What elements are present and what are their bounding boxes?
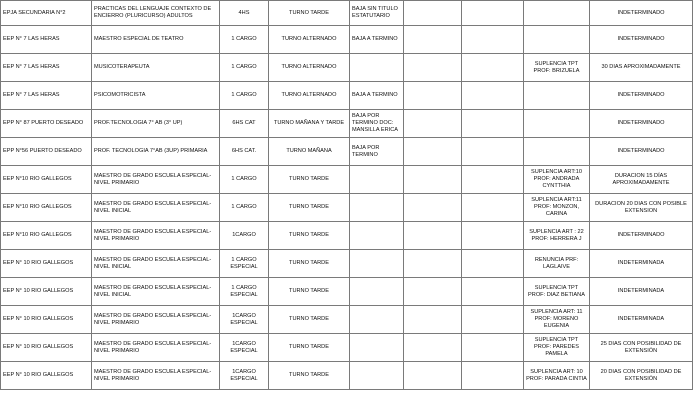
cell-escuela: EPJA SECUNDARIA N°2 — [1, 1, 92, 26]
cell-escuela: EEP N° 10 RIO GALLEGOS — [1, 334, 92, 362]
cell-suplencia: SUPLENCIA ART:11 PROF: MONZON, CARINA — [524, 194, 590, 222]
cell-turno: TURNO ALTERNADO — [269, 54, 350, 82]
cell-cargo: MAESTRO ESPECIAL DE TEATRO — [92, 26, 220, 54]
cell-horas: 4HS — [220, 1, 269, 26]
cell-horas: 1 CARGO ESPECIAL — [220, 250, 269, 278]
cell-empty-1 — [404, 1, 462, 26]
cell-empty-1 — [404, 306, 462, 334]
cell-motivo — [350, 334, 404, 362]
cell-cargo: MAESTRO DE GRADO ESCUELA ESPECIAL- NIVEL PRIMARIO — [92, 334, 220, 362]
table-row — [1, 26, 693, 54]
table-row — [1, 110, 693, 138]
cell-duracion: DURACION 15 DÍAS APROXIMADAMENTE — [590, 166, 693, 194]
cell-turno: TURNO ALTERNADO — [269, 26, 350, 54]
cell-motivo: BAJA POR TERMINO — [350, 138, 404, 166]
cell-motivo — [350, 222, 404, 250]
table-row — [1, 1, 693, 26]
cell-duracion: INDETERMINADO — [590, 1, 693, 26]
cell-turno: TURNO TARDE — [269, 1, 350, 26]
cell-horas: 1 CARGO — [220, 54, 269, 82]
cell-empty-1 — [404, 194, 462, 222]
cell-empty-2 — [462, 334, 524, 362]
table-row — [1, 222, 693, 250]
cell-turno: TURNO MAÑANA — [269, 138, 350, 166]
cell-duracion: INDETERMINADO — [590, 82, 693, 110]
cell-horas: 1 CARGO — [220, 26, 269, 54]
cell-motivo: BAJA A TERMINO — [350, 26, 404, 54]
cell-duracion: INDETERMINADO — [590, 26, 693, 54]
cell-empty-2 — [462, 250, 524, 278]
cell-horas: 1CARGO ESPECIAL — [220, 306, 269, 334]
cell-empty-2 — [462, 306, 524, 334]
cell-horas: 6HS CAT. — [220, 138, 269, 166]
cell-escuela: EEP N°10 RIO GALLEGOS — [1, 166, 92, 194]
cell-motivo — [350, 278, 404, 306]
cell-empty-2 — [462, 26, 524, 54]
cell-horas: 1 CARGO — [220, 166, 269, 194]
cell-suplencia — [524, 26, 590, 54]
cell-escuela: EEP N° 10 RIO GALLEGOS — [1, 306, 92, 334]
cell-escuela: EEP N° 7 LAS HERAS — [1, 26, 92, 54]
cell-suplencia: SUPLENCIA ART:10 PROF: ANDRADA CYNTTHIA — [524, 166, 590, 194]
cell-escuela: EEP N°10 RIO GALLEGOS — [1, 222, 92, 250]
cell-motivo: BAJA POR TERMINO DOC: MANSILLA ERICA — [350, 110, 404, 138]
cell-escuela: EPP N° 87 PUERTO DESEADO — [1, 110, 92, 138]
cell-escuela: EPP N°56 PUERTO DESEADO — [1, 138, 92, 166]
table-row — [1, 166, 693, 194]
cell-empty-2 — [462, 362, 524, 390]
cell-duracion: 30 DIAS APROXIMADAMENTE — [590, 54, 693, 82]
table-row — [1, 54, 693, 82]
cell-escuela: EEP N° 7 LAS HERAS — [1, 82, 92, 110]
cell-empty-1 — [404, 278, 462, 306]
cell-duracion: INDETERMINADA — [590, 306, 693, 334]
cell-turno: TURNO TARDE — [269, 222, 350, 250]
cell-empty-1 — [404, 26, 462, 54]
table-row — [1, 306, 693, 334]
cell-empty-1 — [404, 222, 462, 250]
cell-cargo: MAESTRO DE GRADO ESCUELA ESPECIAL- NIVEL PRIMARIO — [92, 306, 220, 334]
cell-duracion: INDETERMINADA — [590, 250, 693, 278]
cell-cargo: PRACTICAS DEL LENGUAJE CONTEXTO DE ENCIERRO (PLURICURSO) ADULTOS — [92, 1, 220, 26]
table-row — [1, 82, 693, 110]
cell-turno: TURNO TARDE — [269, 306, 350, 334]
table-row — [1, 362, 693, 390]
cell-suplencia: SUPLENCIA ART : 22 PROF: HERRERA J — [524, 222, 590, 250]
cell-horas: 1CARGO ESPECIAL — [220, 334, 269, 362]
cell-motivo — [350, 194, 404, 222]
cell-cargo: PROF.TECNOLOGIA 7° AB (3° UP) — [92, 110, 220, 138]
cell-horas: 1 CARGO ESPECIAL — [220, 278, 269, 306]
cell-motivo — [350, 250, 404, 278]
cell-duracion: INDETERMINADO — [590, 110, 693, 138]
cell-turno: TURNO TARDE — [269, 250, 350, 278]
cell-cargo: MAESTRO DE GRADO ESCUELA ESPECIAL- NIVEL INICIAL — [92, 250, 220, 278]
cell-empty-1 — [404, 250, 462, 278]
cell-suplencia — [524, 1, 590, 26]
cell-horas: 1 CARGO — [220, 82, 269, 110]
cell-escuela: EEP N° 10 RIO GALLEGOS — [1, 362, 92, 390]
cell-duracion: DURACION 20 DIAS CON POSIBLE EXTENSION — [590, 194, 693, 222]
cell-turno: TURNO TARDE — [269, 334, 350, 362]
cell-suplencia: SUPLENCIA TPT PROF: BRIZUELA — [524, 54, 590, 82]
table-body — [1, 1, 693, 390]
cell-cargo: MAESTRO DE GRADO ESCUELA ESPECIAL- NIVEL PRIMARIO — [92, 362, 220, 390]
cell-empty-1 — [404, 82, 462, 110]
cell-duracion: 20 DIAS CON POSIBILIDAD DE EXTENSIÓN — [590, 362, 693, 390]
cell-empty-2 — [462, 1, 524, 26]
cell-motivo — [350, 166, 404, 194]
cell-turno: TURNO MAÑANA Y TARDE — [269, 110, 350, 138]
cell-duracion: INDETERMINADA — [590, 278, 693, 306]
cell-motivo — [350, 306, 404, 334]
cell-escuela: EEP N° 10 RIO GALLEGOS — [1, 278, 92, 306]
cell-empty-1 — [404, 166, 462, 194]
cell-suplencia — [524, 138, 590, 166]
cell-cargo: PROF. TECNOLOGIA 7°AB (3UP) PRIMARIA — [92, 138, 220, 166]
cell-suplencia: SUPLENCIA ART: 10 PROF: PARADA CINTIA — [524, 362, 590, 390]
table-row — [1, 138, 693, 166]
cell-suplencia: SUPLENCIA ART: 11 PROF: MORENO EUGENIA — [524, 306, 590, 334]
cell-empty-1 — [404, 334, 462, 362]
cell-motivo — [350, 362, 404, 390]
cell-duracion: 25 DIAS CON POSIBILIDAD DE EXTENSIÓN — [590, 334, 693, 362]
cell-suplencia: SUPLENCIA TPT PROF: DIAZ BETIANA — [524, 278, 590, 306]
cell-escuela: EEP N°10 RIO GALLEGOS — [1, 194, 92, 222]
cell-suplencia — [524, 110, 590, 138]
cell-empty-2 — [462, 194, 524, 222]
cell-cargo: PSICOMOTRICISTA — [92, 82, 220, 110]
cell-turno: TURNO TARDE — [269, 166, 350, 194]
cell-duracion: INDETERMINADO — [590, 222, 693, 250]
table-row — [1, 278, 693, 306]
cell-empty-1 — [404, 138, 462, 166]
cell-turno: TURNO TARDE — [269, 362, 350, 390]
cell-escuela: EEP N° 10 RIO GALLEGOS — [1, 250, 92, 278]
table-row — [1, 334, 693, 362]
cell-empty-2 — [462, 138, 524, 166]
cell-cargo: MAESTRO DE GRADO ESCUELA ESPECIAL- NIVEL PRIMARIO — [92, 222, 220, 250]
cell-escuela: EEP N° 7 LAS HERAS — [1, 54, 92, 82]
cell-cargo: MAESTRO DE GRADO ESCUELA ESPECIAL- NIVEL INICIAL — [92, 278, 220, 306]
cell-empty-2 — [462, 110, 524, 138]
table-row — [1, 194, 693, 222]
cell-turno: TURNO TARDE — [269, 194, 350, 222]
cell-horas: 1CARGO — [220, 222, 269, 250]
cell-turno: TURNO TARDE — [269, 278, 350, 306]
cell-duracion: INDETERMINADO — [590, 138, 693, 166]
cell-turno: TURNO ALTERNADO — [269, 82, 350, 110]
cell-empty-1 — [404, 54, 462, 82]
cell-empty-1 — [404, 110, 462, 138]
cell-empty-2 — [462, 54, 524, 82]
cell-motivo — [350, 54, 404, 82]
cell-cargo: MAESTRO DE GRADO ESCUELA ESPECIAL- NIVEL INICIAL — [92, 194, 220, 222]
cell-horas: 1 CARGO — [220, 194, 269, 222]
cell-horas: 1CARGO ESPECIAL — [220, 362, 269, 390]
cell-cargo: MUSICOTERAPEUTA — [92, 54, 220, 82]
table-row — [1, 250, 693, 278]
cell-empty-2 — [462, 278, 524, 306]
cell-cargo: MAESTRO DE GRADO ESCUELA ESPECIAL- NIVEL PRIMARIO — [92, 166, 220, 194]
cell-empty-2 — [462, 166, 524, 194]
cell-suplencia — [524, 82, 590, 110]
cell-motivo: BAJA A TERMINO — [350, 82, 404, 110]
cell-horas: 6HS CAT — [220, 110, 269, 138]
cell-suplencia: RENUNCIA PRF: LAGLAIVE — [524, 250, 590, 278]
cell-suplencia: SUPLENCIA TPT PROF: PAREDES PAMELA — [524, 334, 590, 362]
cell-empty-2 — [462, 222, 524, 250]
cell-empty-1 — [404, 362, 462, 390]
cell-motivo: BAJA SIN TITULO ESTATUTARIO — [350, 1, 404, 26]
cell-empty-2 — [462, 82, 524, 110]
